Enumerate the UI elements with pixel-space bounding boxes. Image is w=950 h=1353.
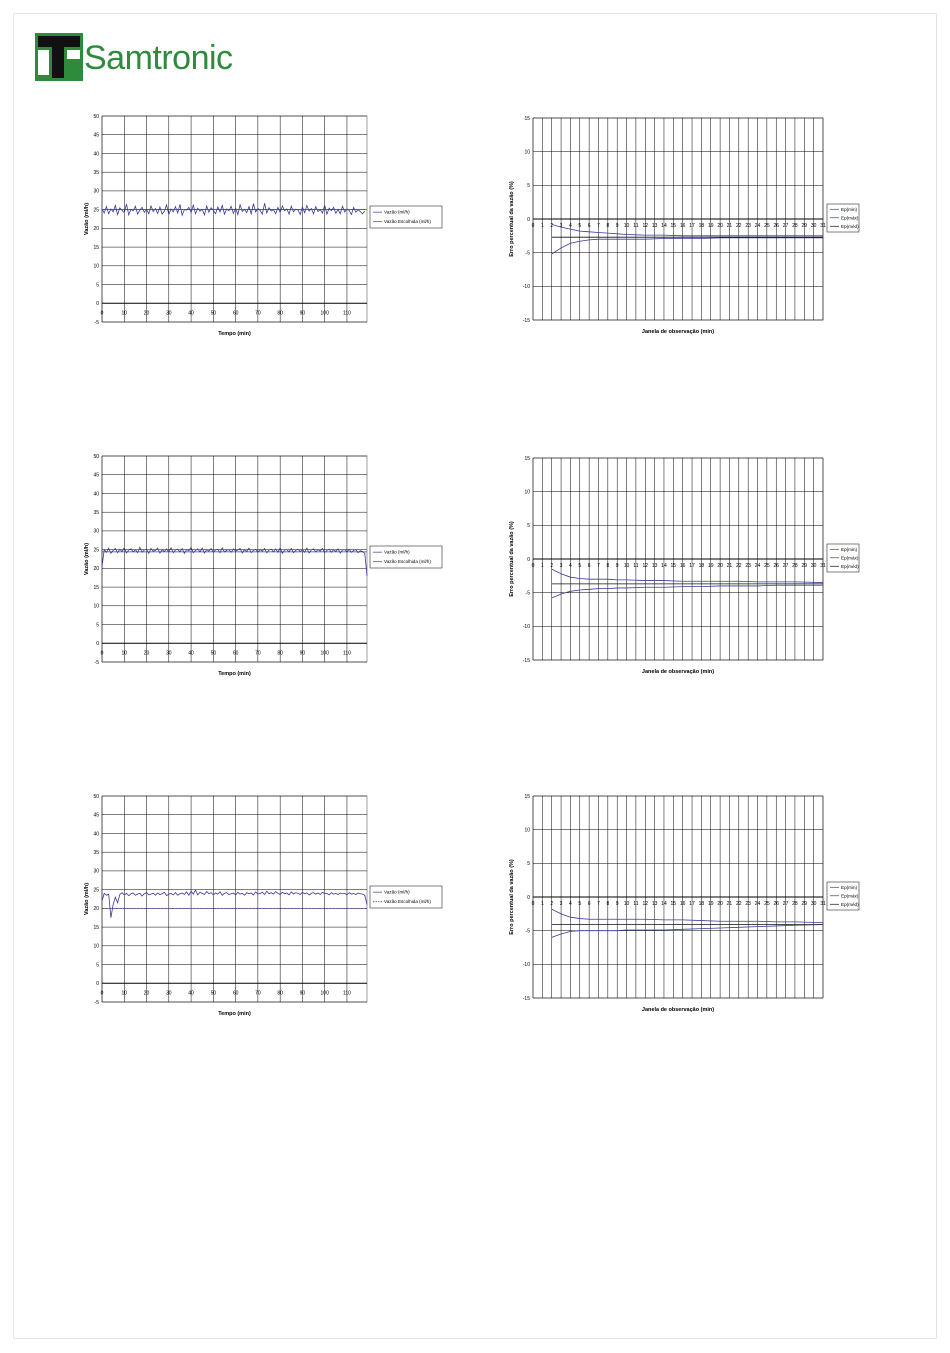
chart-6-x-tick-label: 30 <box>810 901 817 907</box>
chart-2-x-tick-label: 23 <box>745 223 751 229</box>
chart-3-x-tick-label: 80 <box>277 650 283 657</box>
chart-5-legend-label: Vazão Escolhida (ml/h) <box>384 899 431 905</box>
chart-4-x-tick-label: 17 <box>689 563 695 569</box>
chart-5-x-tick-label: 0 <box>100 990 104 997</box>
chart-4-x-tick-label: 10 <box>623 563 630 569</box>
chart-2-x-tick-label: 16 <box>679 223 686 229</box>
chart-6-x-tick-label: 23 <box>745 901 751 907</box>
chart-2-y-tick-label: -5 <box>525 250 530 257</box>
chart-4-x-tick-label: 19 <box>707 563 714 569</box>
chart-5-x-tick-label: 30 <box>166 990 172 997</box>
chart-1-y-tick-label: 40 <box>93 151 99 158</box>
chart-2-x-tick-label: 17 <box>689 223 695 229</box>
chart-6-x-tick-label: 5 <box>578 901 582 907</box>
chart-6-y-tick-label: 0 <box>527 894 530 901</box>
chart-3-x-tick-label: 110 <box>342 650 351 657</box>
chart-4-x-tick-label: 31 <box>820 563 826 569</box>
chart-5-x-tick-label: 70 <box>255 990 261 997</box>
chart-5-legend <box>370 886 442 908</box>
chart-4-legend-label: Ep(máx) <box>841 555 859 561</box>
chart-4-x-tick-label: 2 <box>550 563 554 569</box>
chart-4-y-tick-label: -10 <box>522 624 530 631</box>
chart-5-y-axis-title: Vazão (ml/h) <box>84 882 90 916</box>
chart-1-y-tick-label: 50 <box>93 113 99 120</box>
chart-2-x-tick-label: 13 <box>651 223 658 229</box>
chart-1-x-tick-label: 70 <box>255 310 261 317</box>
chart-2-x-tick-label: 1 <box>540 223 544 229</box>
chart-1-legend-label: Vazão Escolhida (ml/h) <box>384 219 431 225</box>
chart-3-y-tick-label: 45 <box>93 472 99 479</box>
chart-1-x-tick-label: 100 <box>320 310 329 317</box>
chart-2-x-tick-label: 4 <box>569 223 572 229</box>
chart-2-legend-label: Ep(méd) <box>841 223 859 229</box>
chart-1-x-tick-label: 30 <box>166 310 172 317</box>
chart-6-x-axis-title: Janela de observação (min) <box>641 1007 715 1013</box>
chart-2-legend-label: Ep(min) <box>841 206 858 212</box>
chart-5-y-tick-label: 45 <box>93 812 99 819</box>
chart-6-x-tick-label: 22 <box>736 901 742 907</box>
chart-4-y-tick-label: 5 <box>527 523 530 530</box>
chart-3-y-tick-label: 5 <box>96 622 99 629</box>
chart-4-x-axis-title: Janela de observação (min) <box>641 669 715 675</box>
chart-6-x-tick-label: 4 <box>569 901 572 907</box>
chart-2-y-tick-label: -10 <box>522 284 530 291</box>
chart-2-x-tick-label: 9 <box>615 223 619 229</box>
chart-6-x-tick-label: 31 <box>820 901 826 907</box>
chart-1-legend-label: Vazão (ml/h) <box>384 209 410 215</box>
chart-6-x-tick-label: 29 <box>801 901 808 907</box>
chart-4-x-tick-label: 5 <box>578 563 582 569</box>
chart-6-x-tick-label: 19 <box>707 901 714 907</box>
flow-chart-2 <box>80 450 460 680</box>
chart-1-x-tick-label: 40 <box>188 310 194 317</box>
chart-4-x-tick-label: 12 <box>642 563 649 569</box>
error-chart-3-svg <box>505 788 870 1018</box>
chart-1-x-tick-label: 0 <box>100 310 104 317</box>
chart-3-x-tick-label: 50 <box>210 650 217 657</box>
chart-3-x-tick-label: 70 <box>255 650 261 657</box>
chart-4-x-tick-label: 8 <box>606 563 610 569</box>
chart-4-x-tick-label: 28 <box>792 563 798 569</box>
chart-6-x-tick-label: 13 <box>651 901 658 907</box>
chart-3-x-tick-label: 30 <box>166 650 172 657</box>
chart-4-y-tick-label: 0 <box>527 556 530 563</box>
error-chart-1 <box>505 110 870 340</box>
chart-1-y-tick-label: -5 <box>94 319 99 326</box>
chart-6-x-tick-label: 15 <box>670 901 677 907</box>
chart-5-y-tick-label: 25 <box>93 887 99 894</box>
chart-1-y-tick-label: 25 <box>93 207 99 214</box>
chart-4-x-tick-label: 20 <box>717 563 723 569</box>
chart-2-x-tick-label: 0 <box>531 223 535 229</box>
chart-4-x-tick-label: 24 <box>754 563 761 569</box>
flow-chart-3-svg <box>80 790 460 1020</box>
chart-5-x-tick-label: 60 <box>232 990 239 997</box>
chart-3-y-tick-label: 40 <box>93 491 99 498</box>
chart-6-x-tick-label: 24 <box>754 901 761 907</box>
chart-6-x-tick-label: 8 <box>606 901 610 907</box>
chart-5-y-tick-label: 15 <box>93 924 99 931</box>
chart-4-x-tick-label: 18 <box>698 563 705 569</box>
chart-4-y-axis-title: Erro percentual da vazão (%) <box>509 521 515 597</box>
chart-3-x-axis-title: Tempo (min) <box>218 671 251 677</box>
error-chart-2 <box>505 450 870 680</box>
chart-5-x-tick-label: 110 <box>342 990 351 997</box>
chart-2-x-tick-label: 26 <box>773 223 780 229</box>
chart-3-x-tick-label: 60 <box>232 650 239 657</box>
chart-2-x-tick-label: 8 <box>606 223 610 229</box>
chart-6-x-tick-label: 18 <box>698 901 705 907</box>
chart-2-x-tick-label: 20 <box>717 223 723 229</box>
flow-chart-1 <box>80 110 460 340</box>
chart-2-x-tick-label: 2 <box>550 223 554 229</box>
chart-4-x-tick-label: 22 <box>736 563 742 569</box>
brand-name: Samtronic <box>84 39 233 77</box>
chart-3-y-tick-label: 0 <box>96 641 99 648</box>
chart-6-y-tick-label: 10 <box>524 827 530 834</box>
chart-4-x-tick-label: 16 <box>679 563 686 569</box>
chart-3-x-tick-label: 100 <box>320 650 329 657</box>
chart-4-x-tick-label: 11 <box>633 563 639 569</box>
chart-3-x-tick-label: 40 <box>188 650 194 657</box>
chart-1-x-tick-label: 10 <box>121 310 128 317</box>
chart-5-y-tick-label: 40 <box>93 831 99 838</box>
chart-4-x-tick-label: 30 <box>810 563 817 569</box>
chart-4-x-tick-label: 6 <box>587 563 591 569</box>
chart-2-x-tick-label: 27 <box>782 223 789 229</box>
chart-4-x-tick-label: 4 <box>569 563 572 569</box>
chart-5-x-tick-label: 100 <box>320 990 329 997</box>
chart-6-y-tick-label: -5 <box>525 928 530 935</box>
samtronic-logo-mark-icon <box>35 33 83 81</box>
flow-chart-2-svg <box>80 450 460 680</box>
chart-1-y-tick-label: 10 <box>93 263 99 270</box>
error-chart-2-svg <box>505 450 870 680</box>
chart-1-x-axis-title: Tempo (min) <box>218 331 251 337</box>
chart-2-x-tick-label: 25 <box>764 223 770 229</box>
chart-4-x-tick-label: 9 <box>615 563 619 569</box>
chart-4-x-tick-label: 25 <box>764 563 770 569</box>
chart-4-x-tick-label: 1 <box>540 563 544 569</box>
chart-4-x-tick-label: 27 <box>782 563 789 569</box>
chart-3-y-tick-label: 10 <box>93 603 99 610</box>
chart-2-x-tick-label: 14 <box>661 223 667 229</box>
chart-4-x-tick-label: 26 <box>773 563 780 569</box>
chart-4-x-tick-label: 3 <box>559 563 563 569</box>
chart-6-x-tick-label: 17 <box>689 901 695 907</box>
chart-2-x-axis-title: Janela de observação (min) <box>641 329 715 335</box>
chart-6-x-tick-label: 20 <box>717 901 723 907</box>
chart-3-y-tick-label: 30 <box>93 528 99 535</box>
chart-6-x-tick-label: 2 <box>550 901 554 907</box>
chart-6-x-tick-label: 6 <box>587 901 591 907</box>
chart-4-x-tick-label: 15 <box>670 563 677 569</box>
chart-6-x-tick-label: 3 <box>559 901 563 907</box>
chart-4-x-tick-label: 23 <box>745 563 751 569</box>
chart-1-y-axis-title: Vazão (ml/h) <box>84 202 90 236</box>
chart-3-plot-area <box>102 456 367 662</box>
chart-4-x-tick-label: 0 <box>531 563 535 569</box>
chart-6-x-tick-label: 7 <box>597 901 600 907</box>
chart-6-x-tick-label: 9 <box>615 901 619 907</box>
chart-6-x-tick-label: 25 <box>764 901 770 907</box>
chart-2-x-tick-label: 6 <box>587 223 591 229</box>
chart-3-legend-label: Vazão Escolhida (ml/h) <box>384 559 431 565</box>
chart-2-x-tick-label: 29 <box>801 223 808 229</box>
chart-5-x-axis-title: Tempo (min) <box>218 1011 251 1017</box>
chart-5-y-tick-label: 0 <box>96 981 99 988</box>
chart-4-x-tick-label: 21 <box>726 563 733 569</box>
chart-3-y-tick-label: 50 <box>93 453 99 460</box>
chart-4-legend <box>827 544 859 572</box>
chart-6-x-tick-label: 12 <box>642 901 649 907</box>
chart-6-y-tick-label: 15 <box>524 793 530 800</box>
chart-1-y-tick-label: 20 <box>93 226 99 233</box>
chart-2-legend <box>827 204 859 232</box>
chart-4-x-tick-label: 14 <box>661 563 667 569</box>
chart-4-legend-label: Ep(min) <box>841 546 858 552</box>
chart-2-x-tick-label: 19 <box>707 223 714 229</box>
chart-1-x-tick-label: 90 <box>299 310 306 317</box>
chart-2-y-tick-label: 5 <box>527 183 530 190</box>
chart-4-y-tick-label: 10 <box>524 489 530 496</box>
chart-6-x-tick-label: 0 <box>531 901 535 907</box>
chart-3-y-tick-label: 20 <box>93 566 99 573</box>
chart-2-x-tick-label: 28 <box>792 223 798 229</box>
chart-1-x-tick-label: 110 <box>342 310 351 317</box>
chart-2-x-tick-label: 7 <box>597 223 600 229</box>
chart-3-y-tick-label: 25 <box>93 547 99 554</box>
chart-4-x-tick-label: 29 <box>801 563 808 569</box>
chart-4-y-tick-label: -15 <box>522 657 530 664</box>
chart-1-x-tick-label: 80 <box>277 310 283 317</box>
chart-5-y-tick-label: 50 <box>93 793 99 800</box>
chart-6-y-axis-title: Erro percentual da vazão (%) <box>509 859 515 935</box>
chart-2-x-tick-label: 30 <box>810 223 817 229</box>
chart-1-y-tick-label: 45 <box>93 132 99 139</box>
chart-1-y-tick-label: 30 <box>93 188 99 195</box>
chart-6-y-tick-label: -10 <box>522 962 530 969</box>
chart-5-x-tick-label: 80 <box>277 990 283 997</box>
chart-3-x-tick-label: 10 <box>121 650 128 657</box>
chart-6-x-tick-label: 21 <box>726 901 733 907</box>
chart-2-y-tick-label: 15 <box>524 115 530 122</box>
chart-1-x-tick-label: 60 <box>232 310 239 317</box>
chart-6-legend-label: Ep(méd) <box>841 901 859 907</box>
chart-6-x-tick-label: 16 <box>679 901 686 907</box>
chart-3-y-tick-label: 15 <box>93 584 99 591</box>
chart-5-x-tick-label: 20 <box>143 990 150 997</box>
chart-1-legend <box>370 206 442 228</box>
error-chart-3 <box>505 788 870 1018</box>
chart-5-y-tick-label: 5 <box>96 962 99 969</box>
chart-1-y-tick-label: 5 <box>96 282 99 289</box>
chart-3-y-axis-title: Vazão (ml/h) <box>84 542 90 576</box>
flow-chart-1-svg <box>80 110 460 340</box>
chart-1-x-tick-label: 20 <box>143 310 150 317</box>
chart-5-legend-label: Vazão (ml/h) <box>384 889 410 895</box>
chart-5-y-tick-label: 20 <box>93 906 99 913</box>
chart-6-legend-label: Ep(min) <box>841 884 858 890</box>
error-chart-1-svg <box>505 110 870 340</box>
chart-2-x-tick-label: 12 <box>642 223 649 229</box>
chart-1-y-tick-label: 0 <box>96 301 99 308</box>
chart-2-x-tick-label: 10 <box>623 223 630 229</box>
chart-6-x-tick-label: 11 <box>633 901 639 907</box>
chart-5-plot-area <box>102 796 367 1002</box>
chart-3-x-tick-label: 20 <box>143 650 150 657</box>
chart-2-x-tick-label: 5 <box>578 223 582 229</box>
chart-2-y-axis-title: Erro percentual da vazão (%) <box>509 181 515 257</box>
chart-6-x-tick-label: 26 <box>773 901 780 907</box>
chart-6-x-tick-label: 27 <box>782 901 789 907</box>
chart-6-x-tick-label: 1 <box>540 901 544 907</box>
chart-3-legend <box>370 546 442 568</box>
chart-4-legend-label: Ep(méd) <box>841 563 859 569</box>
chart-5-y-tick-label: 30 <box>93 868 99 875</box>
chart-5-x-tick-label: 90 <box>299 990 306 997</box>
chart-6-legend-label: Ep(máx) <box>841 893 859 899</box>
chart-6-x-tick-label: 14 <box>661 901 667 907</box>
chart-2-x-tick-label: 11 <box>633 223 639 229</box>
chart-2-y-tick-label: 10 <box>524 149 530 156</box>
chart-4-y-tick-label: 15 <box>524 455 530 462</box>
chart-5-y-tick-label: 10 <box>93 943 99 950</box>
chart-1-plot-area <box>102 116 367 322</box>
chart-3-legend-label: Vazão (ml/h) <box>384 549 410 555</box>
chart-6-y-tick-label: -15 <box>522 995 530 1002</box>
chart-3-y-tick-label: 35 <box>93 509 99 516</box>
chart-2-x-tick-label: 15 <box>670 223 677 229</box>
chart-2-legend-label: Ep(máx) <box>841 215 859 221</box>
chart-3-x-tick-label: 90 <box>299 650 306 657</box>
chart-2-x-tick-label: 21 <box>726 223 733 229</box>
chart-3-x-tick-label: 0 <box>100 650 104 657</box>
chart-2-x-tick-label: 22 <box>736 223 742 229</box>
chart-5-x-tick-label: 40 <box>188 990 194 997</box>
chart-6-x-tick-label: 28 <box>792 901 798 907</box>
chart-2-x-tick-label: 31 <box>820 223 826 229</box>
chart-6-x-tick-label: 10 <box>623 901 630 907</box>
chart-5-x-tick-label: 50 <box>210 990 217 997</box>
chart-2-y-tick-label: 0 <box>527 216 530 223</box>
chart-2-x-tick-label: 3 <box>559 223 563 229</box>
chart-1-y-tick-label: 15 <box>93 244 99 251</box>
chart-5-x-tick-label: 10 <box>121 990 128 997</box>
chart-2-x-tick-label: 18 <box>698 223 705 229</box>
chart-1-x-tick-label: 50 <box>210 310 217 317</box>
chart-4-x-tick-label: 13 <box>651 563 658 569</box>
chart-3-y-tick-label: -5 <box>94 659 99 666</box>
chart-5-y-tick-label: -5 <box>94 999 99 1006</box>
chart-5-y-tick-label: 35 <box>93 849 99 856</box>
chart-2-x-tick-label: 24 <box>754 223 761 229</box>
chart-6-y-tick-label: 5 <box>527 861 530 868</box>
chart-1-y-tick-label: 35 <box>93 169 99 176</box>
chart-4-y-tick-label: -5 <box>525 590 530 597</box>
chart-4-x-tick-label: 7 <box>597 563 600 569</box>
chart-2-y-tick-label: -15 <box>522 317 530 324</box>
flow-chart-3 <box>80 790 460 1020</box>
chart-6-legend <box>827 882 859 910</box>
